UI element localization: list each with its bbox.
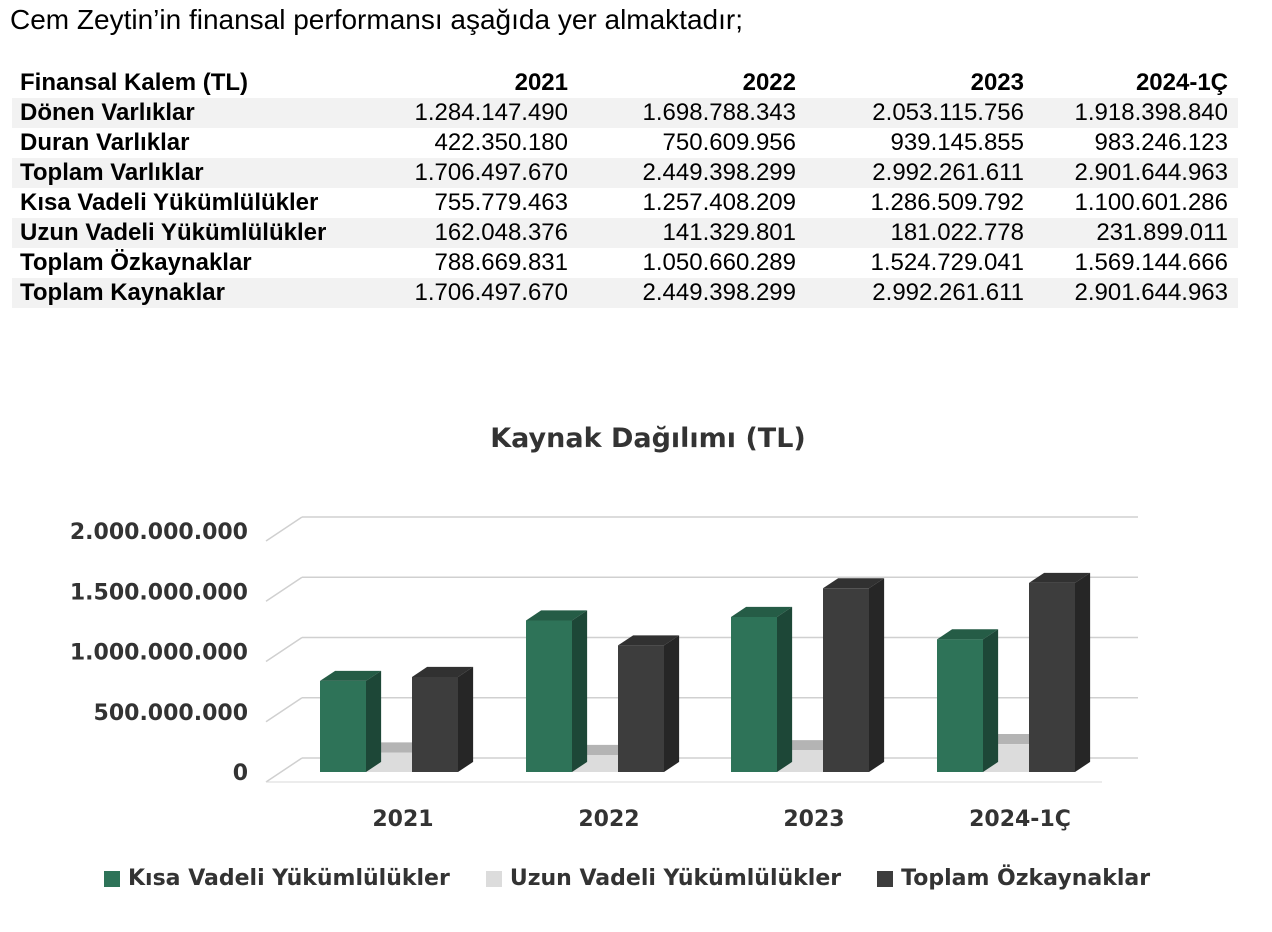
row-label: Toplam Özkaynaklar [20, 249, 252, 276]
cell-value: 1.569.144.666 [1074, 249, 1228, 276]
cell-value: 1.524.729.041 [870, 249, 1024, 276]
cell-value: 1.284.147.490 [414, 99, 568, 126]
row-label: Toplam Kaynaklar [20, 279, 225, 306]
table-row [12, 248, 1238, 278]
legend-label: Toplam Özkaynaklar [901, 866, 1151, 891]
row-label: Dönen Varlıklar [20, 99, 195, 126]
bar [731, 607, 792, 772]
cell-value: 2.449.398.299 [642, 279, 796, 306]
bar-front [618, 645, 664, 772]
bar-front [320, 681, 366, 772]
cell-value: 1.286.509.792 [870, 189, 1024, 216]
bar [937, 629, 998, 772]
x-tick-label: 2023 [783, 807, 845, 832]
cell-value: 2.449.398.299 [642, 159, 796, 186]
bar-front [823, 588, 869, 772]
cell-value: 983.246.123 [1094, 129, 1228, 156]
y-tick-label: 1.500.000.000 [69, 580, 248, 606]
cell-value: 1.706.497.670 [414, 159, 568, 186]
bar [320, 671, 381, 772]
bar-front [731, 617, 777, 772]
chart-bars [320, 573, 1090, 772]
table-row [12, 278, 1238, 308]
table-header-row [12, 68, 1238, 98]
legend-swatch [486, 871, 502, 887]
row-label: Duran Varlıklar [20, 129, 190, 156]
cell-value: 141.329.801 [662, 219, 796, 246]
cell-value: 1.100.601.286 [1074, 189, 1228, 216]
cell-value: 1.918.398.840 [1074, 99, 1228, 126]
cell-value: 1.698.788.343 [642, 99, 796, 126]
gridline [266, 698, 302, 722]
legend-item [104, 866, 450, 891]
x-tick-label: 2022 [578, 807, 640, 832]
cell-value: 1.050.660.289 [642, 249, 796, 276]
cell-value: 231.899.011 [1096, 219, 1228, 246]
cell-value: 750.609.956 [662, 129, 796, 156]
row-label: Uzun Vadeli Yükümlülükler [20, 219, 327, 246]
legend-swatch [104, 871, 120, 887]
bar-side [1075, 573, 1090, 772]
cell-value: 1.257.408.209 [642, 189, 796, 216]
legend-item [486, 866, 841, 891]
bar-side [366, 671, 381, 772]
chart-legend [104, 866, 1186, 891]
legend-label: Uzun Vadeli Yükümlülükler [509, 866, 842, 891]
row-label: Toplam Varlıklar [20, 159, 204, 186]
bar-side [458, 667, 473, 772]
cell-value: 2.053.115.756 [872, 99, 1024, 126]
bar [823, 578, 884, 772]
y-tick-label: 1.000.000.000 [69, 640, 248, 666]
cell-value: 1.706.497.670 [414, 279, 568, 306]
intro-text: Cem Zeytin’in finansal performansı aşağıda yer almaktadır; [10, 4, 743, 35]
cell-value: 2.992.261.611 [872, 159, 1024, 186]
financial-table [12, 68, 1238, 308]
table-row [12, 128, 1238, 158]
header-2022: 2022 [742, 69, 796, 96]
row-label: Kısa Vadeli Yükümlülükler [20, 189, 319, 216]
cell-value: 2.901.644.963 [1074, 159, 1228, 186]
legend-item [877, 866, 1150, 891]
chart-title: Kaynak Dağılımı (TL) [490, 423, 806, 454]
table-row [12, 98, 1238, 128]
bar [618, 635, 679, 772]
legend-label: Kısa Vadeli Yükümlülükler [128, 866, 450, 891]
x-tick-label: 2024-1Ç [969, 807, 1071, 832]
bar-front [526, 620, 572, 772]
gridline [266, 758, 302, 782]
bar [412, 667, 473, 772]
resource-distribution-chart [0, 480, 1272, 860]
cell-value: 939.145.855 [890, 129, 1024, 156]
cell-value: 788.669.831 [434, 249, 568, 276]
bar-front [1029, 583, 1075, 772]
cell-value: 2.992.261.611 [872, 279, 1024, 306]
gridline [266, 517, 302, 541]
table-row [12, 218, 1238, 248]
y-tick-label: 2.000.000.000 [69, 520, 248, 545]
x-axis-ticks [372, 807, 1071, 832]
y-tick-label: 0 [232, 761, 248, 786]
cell-value: 422.350.180 [434, 129, 568, 156]
header-2021: 2021 [514, 69, 568, 96]
cell-value: 755.779.463 [434, 189, 568, 216]
bar [526, 610, 587, 772]
y-axis-ticks [70, 520, 248, 786]
header-2024-1c: 2024-1Ç [1135, 69, 1228, 96]
x-tick-label: 2021 [372, 807, 434, 832]
bar-front [937, 639, 983, 772]
bar-side [777, 607, 792, 772]
legend-swatch [877, 871, 893, 887]
cell-value: 162.048.376 [434, 219, 568, 246]
bar [1029, 573, 1090, 772]
gridline [266, 577, 302, 601]
bar-side [983, 629, 998, 772]
gridline [266, 638, 302, 662]
bar-side [869, 578, 884, 772]
bar-front [412, 677, 458, 772]
bar-side [664, 635, 679, 772]
header-kalem: Finansal Kalem (TL) [20, 69, 249, 96]
header-2023: 2023 [970, 69, 1024, 96]
table-row [12, 158, 1238, 188]
cell-value: 181.022.778 [890, 219, 1024, 246]
y-tick-label: 500.000.000 [93, 700, 248, 726]
bar-side [572, 610, 587, 772]
table-row [12, 188, 1238, 218]
cell-value: 2.901.644.963 [1074, 279, 1228, 306]
